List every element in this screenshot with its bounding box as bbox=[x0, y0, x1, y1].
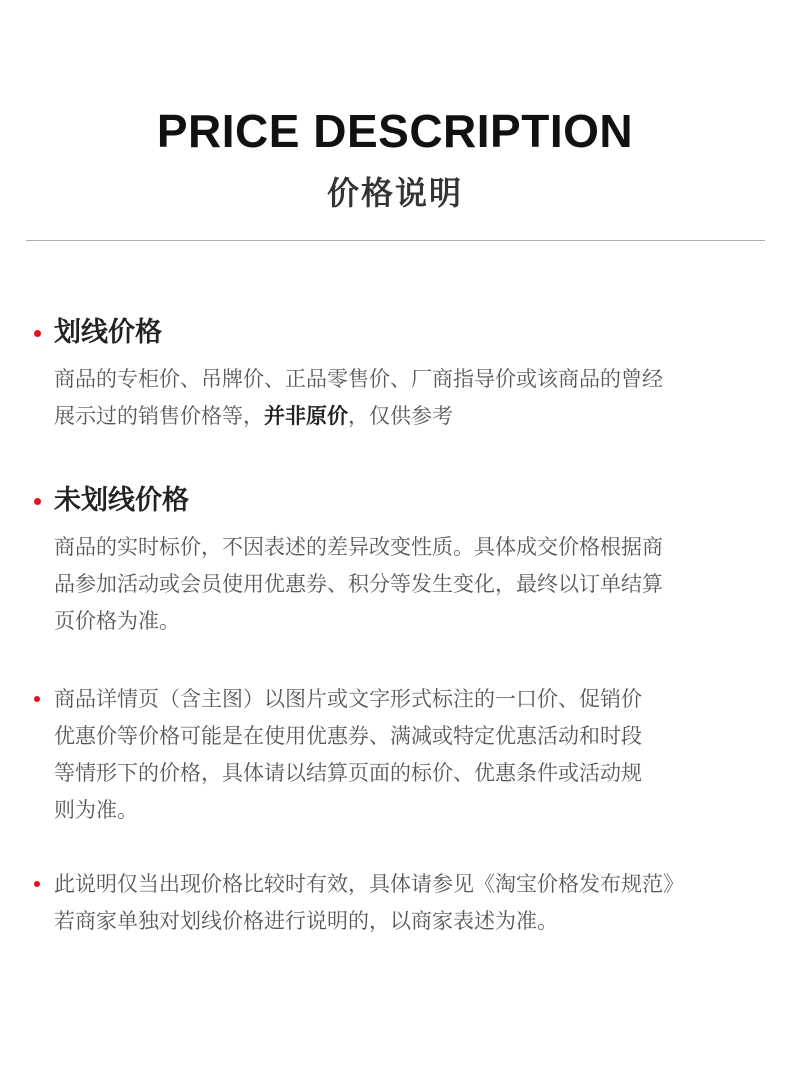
note-line: 此说明仅当出现价格比较时有效，具体请参见《淘宝价格发布规范》 bbox=[54, 872, 684, 896]
note-line: 若商家单独对划线价格进行说明的，以商家表述为准。 bbox=[54, 909, 558, 933]
section-heading: 划线价格 bbox=[54, 317, 162, 348]
body-line: 商品的实时标价，不因表述的差异改变性质。具体成交价格根据商 bbox=[54, 535, 663, 559]
section-strikethrough-price bbox=[34, 313, 764, 435]
body-line: 商品的专柜价、吊牌价、正品零售价、厂商指导价或该商品的曾经 bbox=[54, 367, 663, 391]
bullet-dot-icon bbox=[34, 696, 40, 702]
body-line: 页价格为准。 bbox=[54, 609, 180, 633]
body-line bbox=[54, 398, 764, 435]
note-line: 优惠价等价格可能是在使用优惠券、满减或特定优惠活动和时段 bbox=[54, 724, 642, 748]
note-line: 则为准。 bbox=[54, 798, 138, 822]
emphasis-text: 并非原价 bbox=[264, 404, 348, 428]
section-regular-price bbox=[34, 481, 764, 640]
note-detail-page-price bbox=[34, 681, 764, 831]
bullet-dot-icon bbox=[34, 881, 40, 887]
bullet-dot-icon bbox=[34, 498, 41, 505]
note-body bbox=[54, 866, 769, 940]
section-heading: 未划线价格 bbox=[54, 485, 189, 516]
section-body bbox=[54, 529, 764, 640]
body-text-segment: ，仅供参考 bbox=[348, 404, 453, 428]
body-line: 品参加活动或会员使用优惠券、积分等发生变化，最终以订单结算 bbox=[54, 572, 663, 596]
title-divider bbox=[26, 240, 765, 241]
body-text-segment: 展示过的销售价格等， bbox=[54, 404, 264, 428]
note-body bbox=[54, 681, 764, 829]
note-line: 商品详情页（含主图）以图片或文字形式标注的一口价、促销价 bbox=[54, 687, 642, 711]
page-title-cn: 价格说明 bbox=[326, 174, 463, 212]
bullet-dot-icon bbox=[34, 330, 41, 337]
note-price-comparison bbox=[34, 866, 764, 946]
note-line: 等情形下的价格，具体请以结算页面的标价、优惠条件或活动规 bbox=[54, 761, 642, 785]
page-title-en: PRICE DESCRIPTION bbox=[156, 105, 634, 157]
section-body bbox=[54, 361, 764, 435]
